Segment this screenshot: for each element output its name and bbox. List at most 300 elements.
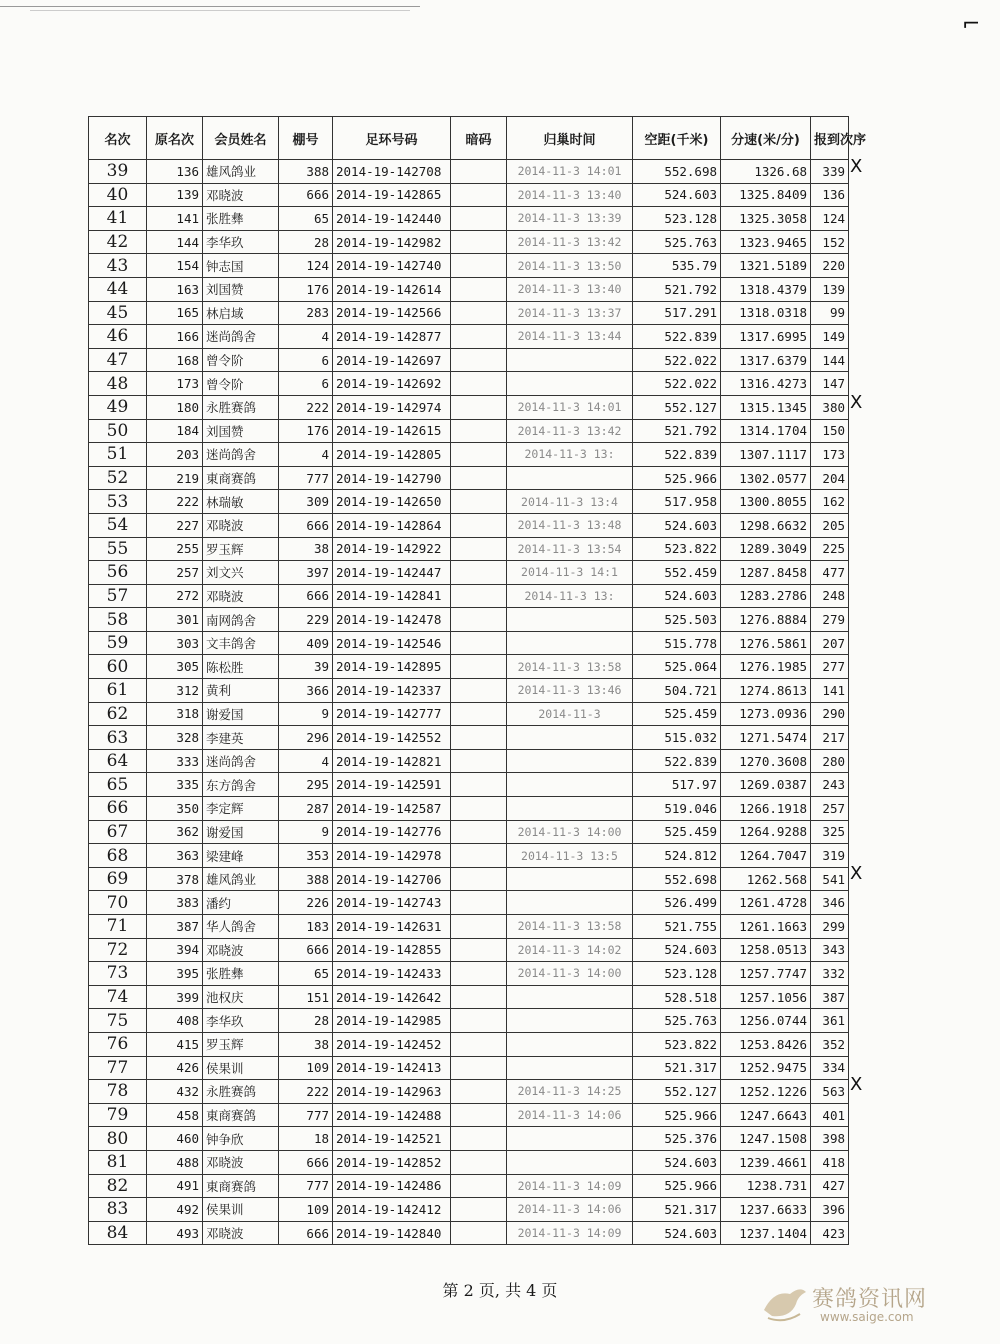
- original-rank-cell: 493: [147, 1221, 203, 1245]
- ring-number-cell: 2014-19-142777: [333, 702, 451, 726]
- member-name-cell: 梁建峰: [203, 844, 279, 868]
- distance-cell: 523.822: [633, 1032, 721, 1056]
- arrival-time-cell: 2014-11-3 13:48: [507, 513, 633, 537]
- loft-number-cell: 109: [279, 1198, 333, 1222]
- distance-cell: 525.376: [633, 1127, 721, 1151]
- speed-cell: 1276.8884: [721, 608, 811, 632]
- distance-cell: 522.839: [633, 325, 721, 349]
- member-name-cell: 東商赛鸽: [203, 1103, 279, 1127]
- distance-cell: 523.128: [633, 962, 721, 986]
- distance-cell: 521.792: [633, 277, 721, 301]
- secret-code-cell: [451, 631, 507, 655]
- rank-cell: 45: [89, 301, 147, 325]
- table-row: [89, 726, 849, 750]
- member-name-cell: 罗玉辉: [203, 537, 279, 561]
- table-row: [89, 325, 849, 349]
- table-row: [89, 679, 849, 703]
- loft-number-cell: 38: [279, 1032, 333, 1056]
- rank-cell: 65: [89, 773, 147, 797]
- member-name-cell: 邓晓波: [203, 1221, 279, 1245]
- original-rank-cell: 492: [147, 1198, 203, 1222]
- arrival-time-cell: 2014-11-3 13:58: [507, 915, 633, 939]
- rank-cell: 80: [89, 1127, 147, 1151]
- secret-code-cell: [451, 820, 507, 844]
- report-order-cell: 248: [811, 584, 849, 608]
- loft-number-cell: 28: [279, 1009, 333, 1033]
- member-name-cell: 李定辉: [203, 797, 279, 821]
- secret-code-cell: [451, 1080, 507, 1104]
- distance-cell: 525.763: [633, 1009, 721, 1033]
- member-name-cell: 迷尚鸽舍: [203, 325, 279, 349]
- table-header-row: [89, 117, 849, 160]
- report-order-cell: 277: [811, 655, 849, 679]
- table-row: [89, 490, 849, 514]
- arrival-time-cell: 2014-11-3 14:09: [507, 1221, 633, 1245]
- rank-cell: 60: [89, 655, 147, 679]
- secret-code-cell: [451, 773, 507, 797]
- member-name-cell: 侯果训: [203, 1056, 279, 1080]
- ring-number-cell: 2014-19-142790: [333, 466, 451, 490]
- rank-cell: 42: [89, 230, 147, 254]
- speed-cell: 1269.0387: [721, 773, 811, 797]
- speed-cell: 1261.1663: [721, 915, 811, 939]
- report-order-cell: 361: [811, 1009, 849, 1033]
- table-row: [89, 301, 849, 325]
- speed-cell: 1247.6643: [721, 1103, 811, 1127]
- handwritten-x-mark: X: [850, 391, 863, 413]
- member-name-cell: 黄利: [203, 679, 279, 703]
- distance-cell: 517.291: [633, 301, 721, 325]
- rank-cell: 57: [89, 584, 147, 608]
- original-rank-cell: 426: [147, 1056, 203, 1080]
- speed-cell: 1262.568: [721, 867, 811, 891]
- secret-code-cell: [451, 490, 507, 514]
- rank-cell: 76: [89, 1032, 147, 1056]
- arrival-time-cell: [507, 726, 633, 750]
- original-rank-cell: 312: [147, 679, 203, 703]
- table-row: [89, 820, 849, 844]
- secret-code-cell: [451, 1009, 507, 1033]
- report-order-cell: 279: [811, 608, 849, 632]
- original-rank-cell: 139: [147, 183, 203, 207]
- loft-number-cell: 38: [279, 537, 333, 561]
- arrival-time-cell: 2014-11-3 13:42: [507, 230, 633, 254]
- arrival-time-cell: 2014-11-3 13:5: [507, 844, 633, 868]
- loft-number-cell: 124: [279, 254, 333, 278]
- report-order-cell: 477: [811, 561, 849, 585]
- arrival-time-cell: 2014-11-3 14:01: [507, 395, 633, 419]
- speed-cell: 1266.1918: [721, 797, 811, 821]
- distance-cell: 522.022: [633, 348, 721, 372]
- rank-cell: 39: [89, 160, 147, 184]
- report-order-cell: 427: [811, 1174, 849, 1198]
- ring-number-cell: 2014-19-142447: [333, 561, 451, 585]
- secret-code-cell: [451, 466, 507, 490]
- loft-number-cell: 65: [279, 962, 333, 986]
- table-row: [89, 230, 849, 254]
- distance-cell: 524.603: [633, 584, 721, 608]
- loft-number-cell: 666: [279, 1221, 333, 1245]
- ring-number-cell: 2014-19-142440: [333, 207, 451, 231]
- table-row: [89, 513, 849, 537]
- table-row: [89, 348, 849, 372]
- speed-cell: 1237.6633: [721, 1198, 811, 1222]
- original-rank-cell: 301: [147, 608, 203, 632]
- arrival-time-cell: 2014-11-3 14:00: [507, 820, 633, 844]
- ring-number-cell: 2014-19-142631: [333, 915, 451, 939]
- rank-cell: 41: [89, 207, 147, 231]
- secret-code-cell: [451, 277, 507, 301]
- original-rank-cell: 227: [147, 513, 203, 537]
- loft-number-cell: 176: [279, 419, 333, 443]
- report-order-cell: 144: [811, 348, 849, 372]
- speed-cell: 1253.8426: [721, 1032, 811, 1056]
- original-rank-cell: 362: [147, 820, 203, 844]
- member-name-cell: 李华玖: [203, 1009, 279, 1033]
- distance-cell: 522.839: [633, 749, 721, 773]
- arrival-time-cell: 2014-11-3: [507, 702, 633, 726]
- member-name-cell: 潘约: [203, 891, 279, 915]
- column-header: 原名次: [147, 117, 203, 160]
- original-rank-cell: 491: [147, 1174, 203, 1198]
- rank-cell: 71: [89, 915, 147, 939]
- secret-code-cell: [451, 584, 507, 608]
- distance-cell: 522.839: [633, 443, 721, 467]
- distance-cell: 521.317: [633, 1198, 721, 1222]
- table-row: [89, 1127, 849, 1151]
- secret-code-cell: [451, 702, 507, 726]
- speed-cell: 1273.0936: [721, 702, 811, 726]
- secret-code-cell: [451, 537, 507, 561]
- rank-cell: 82: [89, 1174, 147, 1198]
- secret-code-cell: [451, 254, 507, 278]
- distance-cell: 524.812: [633, 844, 721, 868]
- loft-number-cell: 9: [279, 702, 333, 726]
- table-row: [89, 537, 849, 561]
- speed-cell: 1318.0318: [721, 301, 811, 325]
- member-name-cell: 刘国赞: [203, 419, 279, 443]
- table-row: [89, 1103, 849, 1127]
- arrival-time-cell: [507, 631, 633, 655]
- arrival-time-cell: 2014-11-3 14:02: [507, 938, 633, 962]
- table-row: [89, 1198, 849, 1222]
- table-row: [89, 207, 849, 231]
- table-row: [89, 1150, 849, 1174]
- arrival-time-cell: 2014-11-3 14:06: [507, 1103, 633, 1127]
- arrival-time-cell: [507, 608, 633, 632]
- member-name-cell: 林瑞敏: [203, 490, 279, 514]
- arrival-time-cell: 2014-11-3 13:39: [507, 207, 633, 231]
- original-rank-cell: 363: [147, 844, 203, 868]
- report-order-cell: 207: [811, 631, 849, 655]
- distance-cell: 517.97: [633, 773, 721, 797]
- secret-code-cell: [451, 985, 507, 1009]
- ring-number-cell: 2014-19-142614: [333, 277, 451, 301]
- secret-code-cell: [451, 1103, 507, 1127]
- original-rank-cell: 272: [147, 584, 203, 608]
- secret-code-cell: [451, 655, 507, 679]
- ring-number-cell: 2014-19-142546: [333, 631, 451, 655]
- speed-cell: 1314.1704: [721, 419, 811, 443]
- arrival-time-cell: [507, 749, 633, 773]
- speed-cell: 1325.8409: [721, 183, 811, 207]
- rank-cell: 67: [89, 820, 147, 844]
- distance-cell: 521.755: [633, 915, 721, 939]
- rank-cell: 55: [89, 537, 147, 561]
- table-row: [89, 962, 849, 986]
- report-order-cell: 319: [811, 844, 849, 868]
- speed-cell: 1307.1117: [721, 443, 811, 467]
- member-name-cell: 永胜赛鸽: [203, 1080, 279, 1104]
- rank-cell: 61: [89, 679, 147, 703]
- member-name-cell: 华人鸽舍: [203, 915, 279, 939]
- secret-code-cell: [451, 348, 507, 372]
- rank-cell: 58: [89, 608, 147, 632]
- loft-number-cell: 176: [279, 277, 333, 301]
- arrival-time-cell: 2014-11-3 14:1: [507, 561, 633, 585]
- original-rank-cell: 432: [147, 1080, 203, 1104]
- member-name-cell: 曾令阶: [203, 372, 279, 396]
- member-name-cell: 迷尚鸽舍: [203, 443, 279, 467]
- rank-cell: 83: [89, 1198, 147, 1222]
- ring-number-cell: 2014-19-142877: [333, 325, 451, 349]
- member-name-cell: 侯果训: [203, 1198, 279, 1222]
- ring-number-cell: 2014-19-142978: [333, 844, 451, 868]
- loft-number-cell: 222: [279, 1080, 333, 1104]
- arrival-time-cell: 2014-11-3 14:00: [507, 962, 633, 986]
- table-row: [89, 443, 849, 467]
- loft-number-cell: 6: [279, 372, 333, 396]
- member-name-cell: 张胜彝: [203, 207, 279, 231]
- table-row: [89, 1080, 849, 1104]
- member-name-cell: 李华玖: [203, 230, 279, 254]
- original-rank-cell: 154: [147, 254, 203, 278]
- arrival-time-cell: 2014-11-3 13:42: [507, 419, 633, 443]
- distance-cell: 552.459: [633, 561, 721, 585]
- member-name-cell: 文丰鸽舍: [203, 631, 279, 655]
- member-name-cell: 雄风鸽业: [203, 867, 279, 891]
- distance-cell: 535.79: [633, 254, 721, 278]
- rank-cell: 66: [89, 797, 147, 821]
- loft-number-cell: 4: [279, 325, 333, 349]
- secret-code-cell: [451, 608, 507, 632]
- rank-cell: 73: [89, 962, 147, 986]
- ring-number-cell: 2014-19-142805: [333, 443, 451, 467]
- speed-cell: 1257.7747: [721, 962, 811, 986]
- rank-cell: 70: [89, 891, 147, 915]
- arrival-time-cell: [507, 773, 633, 797]
- secret-code-cell: [451, 395, 507, 419]
- report-order-cell: 139: [811, 277, 849, 301]
- rank-cell: 46: [89, 325, 147, 349]
- rank-cell: 74: [89, 985, 147, 1009]
- distance-cell: 528.518: [633, 985, 721, 1009]
- distance-cell: 522.022: [633, 372, 721, 396]
- results-table-wrapper: [88, 116, 867, 1245]
- member-name-cell: 谢爱国: [203, 820, 279, 844]
- ring-number-cell: 2014-19-142922: [333, 537, 451, 561]
- rank-cell: 72: [89, 938, 147, 962]
- rank-cell: 84: [89, 1221, 147, 1245]
- rank-cell: 63: [89, 726, 147, 750]
- loft-number-cell: 366: [279, 679, 333, 703]
- column-header: 足环号码: [333, 117, 451, 160]
- ring-number-cell: 2014-19-142895: [333, 655, 451, 679]
- secret-code-cell: [451, 513, 507, 537]
- distance-cell: 552.127: [633, 1080, 721, 1104]
- original-rank-cell: 408: [147, 1009, 203, 1033]
- original-rank-cell: 144: [147, 230, 203, 254]
- speed-cell: 1300.8055: [721, 490, 811, 514]
- ring-number-cell: 2014-19-142591: [333, 773, 451, 797]
- ring-number-cell: 2014-19-142615: [333, 419, 451, 443]
- ring-number-cell: 2014-19-142488: [333, 1103, 451, 1127]
- distance-cell: 552.698: [633, 160, 721, 184]
- original-rank-cell: 378: [147, 867, 203, 891]
- arrival-time-cell: 2014-11-3 13:40: [507, 183, 633, 207]
- report-order-cell: 136: [811, 183, 849, 207]
- secret-code-cell: [451, 679, 507, 703]
- distance-cell: 524.603: [633, 183, 721, 207]
- column-header: 暗码: [451, 117, 507, 160]
- rank-cell: 77: [89, 1056, 147, 1080]
- secret-code-cell: [451, 891, 507, 915]
- distance-cell: 526.499: [633, 891, 721, 915]
- table-row: [89, 797, 849, 821]
- member-name-cell: 罗玉辉: [203, 1032, 279, 1056]
- handwritten-x-mark: X: [850, 156, 863, 177]
- ring-number-cell: 2014-19-142963: [333, 1080, 451, 1104]
- speed-cell: 1287.8458: [721, 561, 811, 585]
- table-row: [89, 985, 849, 1009]
- pigeon-logo-icon: [760, 1280, 808, 1324]
- speed-cell: 1289.3049: [721, 537, 811, 561]
- original-rank-cell: 173: [147, 372, 203, 396]
- speed-cell: 1317.6379: [721, 348, 811, 372]
- member-name-cell: 谢爱国: [203, 702, 279, 726]
- ring-number-cell: 2014-19-142566: [333, 301, 451, 325]
- secret-code-cell: [451, 1174, 507, 1198]
- ring-number-cell: 2014-19-142740: [333, 254, 451, 278]
- ring-number-cell: 2014-19-142841: [333, 584, 451, 608]
- original-rank-cell: 383: [147, 891, 203, 915]
- speed-cell: 1276.5861: [721, 631, 811, 655]
- report-order-cell: 387: [811, 985, 849, 1009]
- loft-number-cell: 409: [279, 631, 333, 655]
- speed-cell: 1321.5189: [721, 254, 811, 278]
- speed-cell: 1256.0744: [721, 1009, 811, 1033]
- member-name-cell: 林启域: [203, 301, 279, 325]
- speed-cell: 1316.4273: [721, 372, 811, 396]
- member-name-cell: 邓晓波: [203, 183, 279, 207]
- original-rank-cell: 458: [147, 1103, 203, 1127]
- original-rank-cell: 141: [147, 207, 203, 231]
- distance-cell: 504.721: [633, 679, 721, 703]
- secret-code-cell: [451, 325, 507, 349]
- rank-cell: 53: [89, 490, 147, 514]
- arrival-time-cell: [507, 797, 633, 821]
- arrival-time-cell: 2014-11-3 14:06: [507, 1198, 633, 1222]
- original-rank-cell: 219: [147, 466, 203, 490]
- distance-cell: 525.966: [633, 1174, 721, 1198]
- table-row: [89, 419, 849, 443]
- report-order-cell: 334: [811, 1056, 849, 1080]
- member-name-cell: 刘国赞: [203, 277, 279, 301]
- member-name-cell: 邓晓波: [203, 584, 279, 608]
- original-rank-cell: 166: [147, 325, 203, 349]
- ring-number-cell: 2014-19-142865: [333, 183, 451, 207]
- table-row: [89, 372, 849, 396]
- loft-number-cell: 6: [279, 348, 333, 372]
- member-name-cell: 迷尚鸽舍: [203, 749, 279, 773]
- original-rank-cell: 303: [147, 631, 203, 655]
- report-order-cell: 243: [811, 773, 849, 797]
- speed-cell: 1264.9288: [721, 820, 811, 844]
- arrival-time-cell: [507, 867, 633, 891]
- table-row: [89, 277, 849, 301]
- speed-cell: 1237.1404: [721, 1221, 811, 1245]
- original-rank-cell: 387: [147, 915, 203, 939]
- loft-number-cell: 222: [279, 395, 333, 419]
- secret-code-cell: [451, 938, 507, 962]
- speed-cell: 1274.8613: [721, 679, 811, 703]
- distance-cell: 515.032: [633, 726, 721, 750]
- speed-cell: 1252.1226: [721, 1080, 811, 1104]
- ring-number-cell: 2014-19-142706: [333, 867, 451, 891]
- distance-cell: 523.822: [633, 537, 721, 561]
- speed-cell: 1252.9475: [721, 1056, 811, 1080]
- distance-cell: 515.778: [633, 631, 721, 655]
- member-name-cell: 钟争欣: [203, 1127, 279, 1151]
- loft-number-cell: 229: [279, 608, 333, 632]
- arrival-time-cell: [507, 1032, 633, 1056]
- distance-cell: 517.958: [633, 490, 721, 514]
- loft-number-cell: 287: [279, 797, 333, 821]
- secret-code-cell: [451, 749, 507, 773]
- arrival-time-cell: 2014-11-3 14:01: [507, 160, 633, 184]
- original-rank-cell: 395: [147, 962, 203, 986]
- table-row: [89, 1221, 849, 1245]
- secret-code-cell: [451, 301, 507, 325]
- member-name-cell: 东方鸽舍: [203, 773, 279, 797]
- speed-cell: 1257.1056: [721, 985, 811, 1009]
- column-header: 棚号: [279, 117, 333, 160]
- distance-cell: 525.459: [633, 820, 721, 844]
- rank-cell: 78: [89, 1080, 147, 1104]
- report-order-cell: 280: [811, 749, 849, 773]
- ring-number-cell: 2014-19-142864: [333, 513, 451, 537]
- arrival-time-cell: [507, 1009, 633, 1033]
- rank-cell: 44: [89, 277, 147, 301]
- original-rank-cell: 168: [147, 348, 203, 372]
- table-row: [89, 631, 849, 655]
- column-header: 会员姓名: [203, 117, 279, 160]
- member-name-cell: 東商赛鸽: [203, 1174, 279, 1198]
- original-rank-cell: 305: [147, 655, 203, 679]
- table-row: [89, 938, 849, 962]
- rank-cell: 69: [89, 867, 147, 891]
- logo-url: www.saige.com: [820, 1310, 914, 1324]
- secret-code-cell: [451, 561, 507, 585]
- loft-number-cell: 388: [279, 160, 333, 184]
- loft-number-cell: 295: [279, 773, 333, 797]
- loft-number-cell: 666: [279, 584, 333, 608]
- ring-number-cell: 2014-19-142452: [333, 1032, 451, 1056]
- loft-number-cell: 309: [279, 490, 333, 514]
- report-order-cell: 418: [811, 1150, 849, 1174]
- table-row: [89, 867, 849, 891]
- distance-cell: 525.503: [633, 608, 721, 632]
